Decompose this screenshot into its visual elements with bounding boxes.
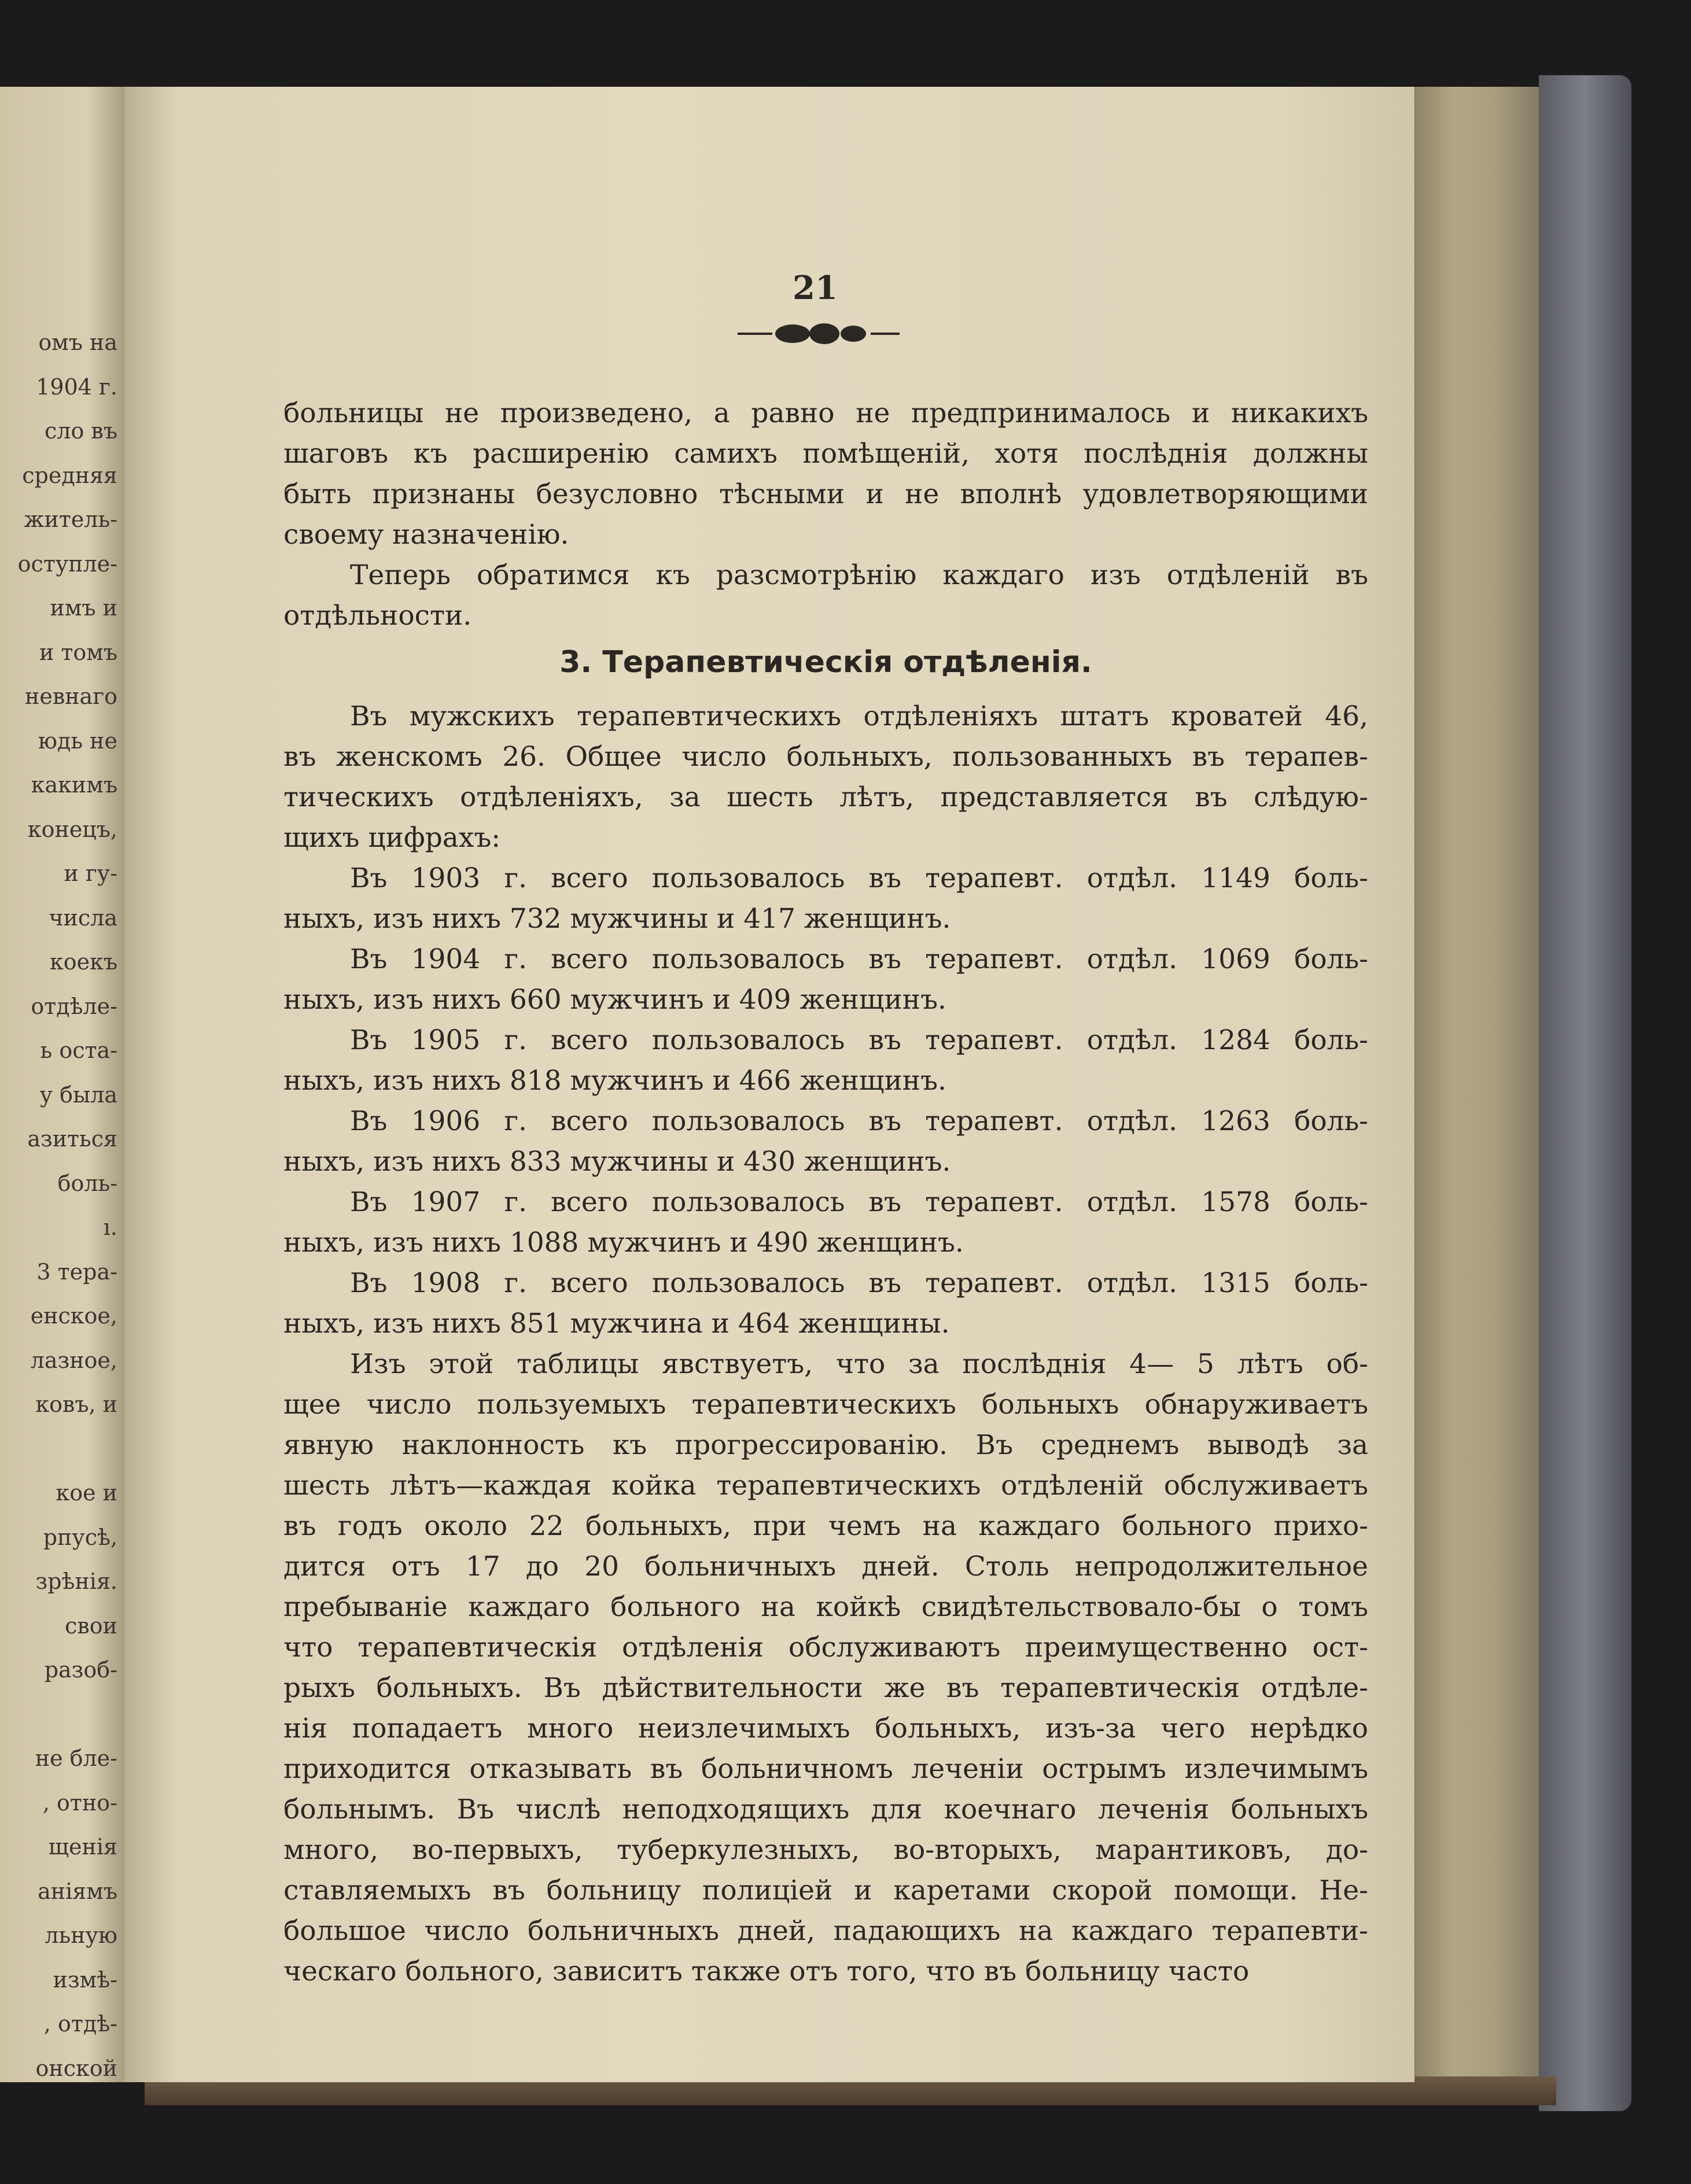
text-line: своему назначенію. bbox=[283, 519, 569, 551]
left-page-fragment: разоб- bbox=[44, 1657, 117, 1683]
text-line: дится отъ 17 до 20 больничныхъ дней. Столь непродолжительное bbox=[283, 1551, 1368, 1582]
left-facing-page bbox=[0, 87, 124, 2082]
page-number: 21 bbox=[793, 269, 838, 307]
ornament-divider bbox=[738, 319, 900, 348]
year-entry-line: Въ 1906 г. всего пользовалось въ терапевт. отдѣл. 1263 боль- bbox=[350, 1105, 1368, 1137]
left-page-fragment: енское, bbox=[30, 1303, 117, 1329]
text-line: приходится отказывать въ больничномъ леченіи острымъ излечимымъ bbox=[283, 1753, 1368, 1785]
left-page-fragment: кое и bbox=[56, 1480, 117, 1506]
paragraph-2 bbox=[283, 555, 1368, 636]
left-page-fragment: ь оста- bbox=[40, 1038, 117, 1063]
left-page-fragment: у была bbox=[39, 1082, 117, 1108]
paragraph-4 bbox=[283, 1344, 1368, 1992]
text-line: шесть лѣтъ—каждая койка терапевтическихъ отдѣленій обслуживаетъ bbox=[283, 1470, 1368, 1502]
left-page-fragment: сло въ bbox=[45, 418, 117, 444]
text-line: тическихъ отдѣленіяхъ, за шесть лѣтъ, представляется въ слѣдую- bbox=[283, 781, 1368, 813]
left-page-fragment: , отно- bbox=[42, 1790, 117, 1816]
year-entry-line: Въ 1907 г. всего пользовалось въ терапевт. отдѣл. 1578 боль- bbox=[350, 1186, 1368, 1218]
paragraph-1 bbox=[283, 393, 1368, 555]
text-line: Изъ этой таблицы явствуетъ, что за послѣднія 4— 5 лѣтъ об- bbox=[350, 1348, 1368, 1380]
left-page-fragment: 1904 г. bbox=[36, 374, 117, 400]
left-page-fragment: измѣ- bbox=[53, 1967, 117, 1993]
year-entry-line: Въ 1904 г. всего пользовалось въ терапевт. отдѣл. 1069 боль- bbox=[350, 943, 1368, 975]
text-line: Въ мужскихъ терапевтическихъ отдѣленіяхъ штатъ кроватей 46, bbox=[350, 700, 1368, 732]
text-line: шаговъ къ расширенію самихъ помѣщеній, хотя послѣднія должны bbox=[283, 438, 1368, 470]
book-page bbox=[124, 87, 1414, 2082]
year-entry-line: Въ 1903 г. всего пользовалось въ терапевт. отдѣл. 1149 боль- bbox=[350, 862, 1368, 894]
left-page-fragment: льную bbox=[45, 1923, 117, 1948]
left-page-fragment: какимъ bbox=[31, 772, 117, 798]
left-page-fragment: житель- bbox=[24, 507, 117, 532]
book-cover-edge bbox=[1539, 75, 1631, 2111]
left-page-fragment: омъ на bbox=[38, 330, 117, 355]
year-entry-continuation: ныхъ, изъ нихъ 732 мужчины и 417 женщинъ. bbox=[283, 903, 951, 935]
text-line: щихъ цифрахъ: bbox=[283, 822, 501, 854]
left-page-fragment: аніямъ bbox=[38, 1878, 117, 1904]
left-page-fragment: 3 тера- bbox=[36, 1259, 117, 1285]
left-page-fragment: и томъ bbox=[39, 639, 117, 665]
text-line: въ женскомъ 26. Общее число больныхъ, пользованныхъ въ терапев- bbox=[283, 741, 1368, 773]
text-line: нія попадаетъ много неизлечимыхъ больныхъ, изъ-за чего нерѣдко bbox=[283, 1713, 1368, 1744]
text-line: ставляемыхъ въ больницу полиціей и каретами скорой помощи. Не- bbox=[283, 1875, 1368, 1906]
left-page-fragment: свои bbox=[65, 1613, 117, 1639]
book-fore-edge bbox=[1412, 87, 1548, 2094]
year-entry-continuation: ныхъ, изъ нихъ 833 мужчины и 430 женщинъ. bbox=[283, 1146, 951, 1178]
text-line: рыхъ больныхъ. Въ дѣйствительности же въ терапевтическія отдѣле- bbox=[283, 1672, 1368, 1704]
left-page-fragment: имъ и bbox=[50, 595, 117, 621]
left-page-fragment: конецъ, bbox=[27, 816, 117, 842]
text-line: щее число пользуемыхъ терапевтическихъ больныхъ обнаруживаетъ bbox=[283, 1389, 1368, 1421]
year-entry-continuation: ныхъ, изъ нихъ 851 мужчина и 464 женщины. bbox=[283, 1308, 950, 1340]
left-page-fragment: коекъ bbox=[49, 949, 117, 975]
text-line: больницы не произведено, а равно не предпринималось и никакихъ bbox=[283, 397, 1368, 429]
left-page-fragment: не бле- bbox=[35, 1746, 117, 1771]
left-page-fragment: боль- bbox=[57, 1170, 117, 1196]
text-line: много, во-первыхъ, туберкулезныхъ, во-вторыхъ, марантиковъ, до- bbox=[283, 1834, 1368, 1866]
left-page-fragment: лазное, bbox=[30, 1347, 117, 1373]
left-page-fragment: щенія bbox=[48, 1834, 117, 1860]
paragraph-3 bbox=[283, 696, 1368, 858]
left-page-fragment: , отдѣ- bbox=[43, 2011, 117, 2037]
left-page-fragment: юдь не bbox=[38, 728, 117, 754]
left-page-fragment: ковъ, и bbox=[35, 1392, 117, 1417]
left-page-fragment: оступле- bbox=[17, 551, 117, 577]
text-line: въ годъ около 22 больныхъ, при чемъ на каждаго больного прихо- bbox=[283, 1510, 1368, 1542]
left-page-fragment: рпусѣ, bbox=[43, 1524, 117, 1550]
left-page-fragment: ı. bbox=[103, 1215, 117, 1240]
year-entry-continuation: ныхъ, изъ нихъ 818 мужчинъ и 466 женщинъ. bbox=[283, 1065, 946, 1097]
section-heading: 3. Терапевтическія отдѣленія. bbox=[559, 645, 1092, 680]
year-entry-line: Въ 1908 г. всего пользовалось въ терапевт. отдѣл. 1315 боль- bbox=[350, 1267, 1368, 1299]
body-text bbox=[283, 393, 1368, 1992]
year-entry-line: Въ 1905 г. всего пользовалось въ терапевт. отдѣл. 1284 боль- bbox=[350, 1024, 1368, 1056]
left-page-fragment: числа bbox=[49, 905, 117, 931]
text-line: явную наклонность къ прогрессированію. Въ среднемъ выводѣ за bbox=[283, 1429, 1368, 1461]
left-page-fragment: и гу- bbox=[64, 861, 117, 886]
text-line: ческаго больного, зависитъ также отъ того, что въ больницу часто bbox=[283, 1956, 1250, 1987]
left-page-fragment: невнаго bbox=[25, 684, 117, 709]
year-list bbox=[283, 858, 1368, 1344]
left-page-fragment: зрѣнія. bbox=[35, 1569, 117, 1594]
text-line: пребываніе каждаго больного на койкѣ свидѣтельствовало-бы о томъ bbox=[283, 1591, 1368, 1623]
text-line: больнымъ. Въ числѣ неподходящихъ для коечнаго леченія больныхъ bbox=[283, 1794, 1368, 1825]
left-page-fragment: азиться bbox=[27, 1126, 117, 1152]
text-line: что терапевтическія отдѣленія обслуживаютъ преимущественно ост- bbox=[283, 1632, 1368, 1663]
text-line: быть признаны безусловно тѣсными и не вполнѣ удовлетворяющими bbox=[283, 478, 1368, 510]
left-page-fragment: онской bbox=[35, 2055, 117, 2081]
left-page-fragment: отдѣле- bbox=[31, 993, 117, 1019]
text-line: отдѣльности. bbox=[283, 600, 472, 632]
left-page-fragment: средняя bbox=[22, 462, 117, 488]
text-line: большое число больничныхъ дней, падающихъ на каждаго терапевти- bbox=[283, 1915, 1368, 1947]
year-entry-continuation: ныхъ, изъ нихъ 660 мужчинъ и 409 женщинъ. bbox=[283, 984, 946, 1016]
year-entry-continuation: ныхъ, изъ нихъ 1088 мужчинъ и 490 женщинъ. bbox=[283, 1227, 964, 1259]
text-line: Теперь обратимся къ разсмотрѣнію каждаго изъ отдѣленій въ bbox=[350, 559, 1368, 591]
